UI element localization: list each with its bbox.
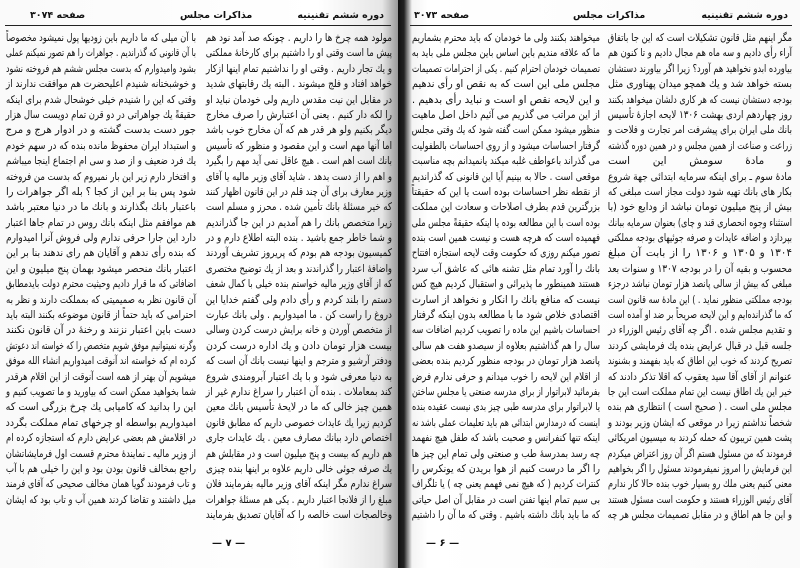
text-line: از متخصص آوردن و خانه برایش درست کردن وسالی (206, 324, 392, 337)
text-line: و این لایحه نقص او است و نباید رأی بدهیم . (411, 93, 600, 106)
text-line: که ما باید بانك داشته باشیم . وقتی که ما آن را داشتیم (411, 509, 600, 522)
text-line: به دنیا معرفی شود و با یك اعتبار آبرومندی شروع (206, 370, 392, 383)
header-page-number: صفحه ۳۰۷۴ (30, 10, 86, 21)
text-line: حقیقةً یك جواهراتی در دو قرن تمام دویست سال هزار (5, 108, 197, 121)
text-line: کرده ام که خواسته اند آنوقت امیدواریم انشاء الله موفق (5, 355, 196, 368)
text-line: اینکه تنها کنفرانس و صحبت باشد که طفل هیچ نفهمد (411, 432, 600, 445)
text-line: راجع بمخالف قانون بودن بود و این را خیلی هم با آب (5, 462, 197, 475)
text-line: کند بمعاملات . بنده آن اعتبار را سراغ ندارم غیر از (205, 385, 392, 398)
text-line: زراعت و صناعت از همین مجلس و در همین دوره گذشته (608, 139, 792, 152)
text-line: پانصد هزار تومان در بودجه منظور کردیم بنده بعضی (412, 355, 600, 368)
text-line: با آن میلی که ما داریم باین زودیها پول نمیشود مخصوصاً (6, 32, 196, 44)
text-line: می گذراند باعواطف غلبه میکند یانمیدانم بچه مناسبت (412, 155, 600, 168)
text-line: از نقطه نظر احساسات بوده است یا این که حقیقتاً (411, 185, 600, 198)
text-line: آقای رئیس الوزراء هستند و حکومت است مسئول هستند (608, 493, 792, 506)
header-rule (410, 25, 792, 26)
text-line: که ما گذرانده‌ایم و این لایحه صریحاً بر ضد او آمده است (608, 309, 792, 322)
text-line: از وزیر مالیه ـ نمایندهٔ محترم قسمت اول فرمایشاتشان (5, 447, 196, 460)
text-line: دیگر بکنیم ولو هر قدر هم که آن مخارج خوب باشد (206, 124, 392, 137)
text-line: بکار های بانك تهیه شود دولت مجاز است مبلغی که (607, 185, 792, 198)
text-line: که بنده رأی ندهم و آقایان هم رای ندهند بنا بر این (6, 247, 196, 260)
text-line: بسته خواهد شد و یك همچو میدان پهناوری مثل (608, 78, 792, 91)
text-line: تصمیمات خودمان احترام کنیم . یکی از احترامات تصمیمات (412, 62, 600, 75)
text-line: در مقابل این نیت مقدس داریم ولی خودمان نباید او (206, 93, 392, 106)
text-line: پیش ما است وقتی او را داشتیم برای کارخانهٔ مملکتی (205, 47, 392, 60)
text-line: آراء رأی دادیم و سه ماه هم مجال دادیم و تا کنون هم (607, 47, 792, 60)
text-line: مبلغ را از فلانجا اعتبار داریم . یکی هم مسئلهٔ جواهرات (205, 493, 392, 506)
text-line: و اهم را از دست بدهد . شاید آقای وزیر مالیه یا آقای (205, 170, 392, 183)
text-line: ودفتر آرشیو و مترجم و اینها نیست بانك آن است که (206, 355, 392, 368)
text-line: میشویم آن بهتر از همه است آنوقت از این اقلام هرقدر (6, 370, 196, 383)
text-line: مادهٔ سوم ـ برای اینکه سرمایه ابتدائی جهة شروع (608, 170, 792, 183)
text-line: واضافهٔ اعتبار را گذراندند و بعد از یك توضیح مختصری (205, 262, 392, 275)
text-line: بیش از پنج میلیون تومان نباشد از ودایع خود (با (607, 201, 792, 214)
text-line: وقتی که این را شنیدم خیلی خوشحال شدم برای اینکه (6, 93, 196, 106)
page-footer-number: — ۷ — (212, 538, 246, 549)
text-line: بانك است اهم است . هیچ عاقل نمی آید مهم را بگیرد (205, 155, 392, 168)
text-line: عنوانم از آقای آقا سید یعقوب که اقلا تذکر دادند که (607, 370, 792, 383)
text-line: نیست که منافع بانك را انکار و نخواهد از اسارت (412, 293, 600, 306)
text-line: زیرا متخصص بانك را هم آمدیم در این جا گذراندیم (206, 216, 392, 229)
text-line: اختصاص دارد ببانك مصارف معین . یك عایدات جاری (205, 432, 392, 445)
text-line: ما که علاقه مندیم باین اساس باین مجلس ملی باید به (411, 47, 600, 60)
header-session: دوره ششم تقنینیه (701, 10, 788, 21)
text-line: بفرمائید لابراتوار از برای مدرسه صنعتی یا مجلس ساختن (412, 385, 600, 398)
text-line: هم موافقم مثل اینکه بانك روس در تمام جاها اعتبار (6, 216, 196, 229)
text-line: کمیسیون بودجه هم بودم که پریروز تشریف آوردند (206, 247, 392, 260)
text-line: بزرگترین قدم بطرف اصلاحات و سعادت این مملکت (412, 201, 600, 214)
text-line: از این مراتب می گذریم می آئیم داخل اصل ماهیت (411, 108, 600, 121)
text-line: کردیم زیرا یك عایدات خصوصی داریم که مطابق قانون (206, 416, 392, 429)
text-line: سراغ ندارم مگر اینکه آقای وزیر مالیه بفرمایند فلان (206, 478, 392, 491)
text-line: در اقلامش هم بعضی عرایض دارم که استجازه کرده ام (6, 432, 196, 445)
text-column-left (412, 31, 600, 524)
text-line: منظور میشود ممکن است گفته شود که یك وقتی مجلس (411, 124, 600, 137)
text-line: و یك تجار داریم . وقتی او را نداشتیم تمام اینها ازکار (206, 62, 392, 75)
text-line: استثناء وجوه انحصاری قند و چای) بعنوان سرمایه ببانك (608, 216, 792, 229)
text-line: وگرنه نمیتوانیم موفق شویم متخصص را که خواسته اند دعوتش (6, 339, 196, 352)
text-line: این را بدانید که کامیابی یك چرخ بزرگی است که (5, 401, 196, 414)
text-line: را لکه دار کنیم . یعنی آن اعتبارش را صرف مخارج (206, 108, 392, 121)
text-line: بشود وامیدوارم که بدست مجلس ششم هم فروخته نشود (6, 62, 196, 75)
text-line: مجلس ملی است . ( صحیح است ) انتظاری هم بنده (607, 401, 792, 414)
text-line: اقتصادی خلاص شود ما با مطالعه بدون اینکه گرفتار (412, 309, 600, 322)
text-line: دستم را بلند کردم و رأی دادم ولی گفتم خدایا این (205, 293, 392, 306)
text-line: محسوب و بقیه آن را در بودجه ۱۳۰۷ و سنوات بعد (607, 262, 792, 275)
text-line: و استبداد ایران محفوظ مانده بنده که در سهم خودم (5, 139, 197, 152)
text-column-right (206, 31, 392, 524)
text-line: دروغ را راست کن . ما امیدواریم . ولی بانك عبارت (206, 309, 392, 322)
text-line: جلسه قبل در قبال عرایض بنده یك فرمایشی کردند (608, 339, 792, 352)
text-line: هم داریم که بیست و پنج میلیون است و در مقابلش هم (205, 447, 392, 460)
text-line: بودجه دستشان نیست که هر کاری دلشان میخواهد بکنند (608, 93, 792, 106)
text-line: از اقلام این لایحه را خوب میدانم و حرفی ندارم فرض (412, 370, 600, 383)
text-column-right (608, 31, 792, 524)
text-line: و تقدیم مجلس شده . اگر چه آقای رئیس الوزراء در (608, 324, 792, 337)
text-line: میل داشتند و تقاضا کردند همین آب و تاب بود که ایشان (6, 493, 196, 506)
text-line: با آن قانونی که گذراندیم . جواهرات را هم تصور نمیکنم عملی (5, 47, 197, 60)
text-line: شما بخواهید ممکن است که بیاورید و ما تصویب کنیم و (6, 385, 196, 398)
text-line: معنی کنیم یعنی ملك رو بسیار خوب بنده حالا کار ندارم (608, 478, 792, 491)
text-line: اضافاتی که ما قرار دادیم وحیثیت محترم دولت بایدمطابق (5, 278, 197, 291)
text-line: میخواهند بکنند ولی ما خودمان که باید محترم بشماریم (412, 32, 600, 44)
text-line: فرمودند که من مسئول هستم اگر آن روز اعتراض میکردم (607, 447, 792, 460)
text-line: تصریح کردند که خوب این اطاق که باید بفهمند و بشنوند (607, 355, 792, 368)
text-line: و تاب فرمودند گویا همان مخالف صحیحی که آقای فرمند (5, 478, 197, 491)
text-line: امیدواریم بواسطه او چرخهای تمام مملکت بگردد (5, 416, 196, 429)
right-page (398, 0, 800, 568)
text-line: بی سیم تمام اینها تفنن است در مقابل آن اصل حیاتی (412, 493, 600, 506)
text-line: باعتبار بانك بگذارند و بانك ما در دنیا معتبر باشد (5, 201, 197, 214)
text-line: آن قانون نظر به صمیمیتی که بمملکت دارند و نظر به (6, 293, 196, 306)
text-line: فهمیده است که هرچه هست و نیست همین است بنده (411, 232, 600, 245)
text-line: کنترات کردیم ( که هیچ نمی فهمم یعنی چه ) یا تلگراف (412, 478, 600, 491)
text-line: و خوشبختانه شنیدم اعلیحضرت هم موافقت ندارند از (6, 78, 196, 91)
header-page-number: صفحه ۳۰۷۳ (414, 10, 470, 21)
text-line: شخصاً نداشتم زیرا در موقعی که ایشان وزیر بودند و (608, 416, 792, 429)
header-title: مذاکرات مجلس (573, 10, 646, 21)
text-line: و شما خاطر جمع باشید . بنده البته اطلاع دارم و در (206, 232, 392, 245)
text-line: مگر اینهم مثل قانون تشکیلات است که این جا باتفاق (607, 32, 792, 44)
text-line: اینست که درمدارس ابتدائی هم باید تعلیمات عملی باشد نه (412, 416, 600, 429)
text-line: اما آنها مهم است و این مقصود و منظور که تأسیس (206, 139, 392, 152)
text-line: ۱۳۰۴ و ۱۳۰۵ و ۱۳۰۶ را از بابت آن مبلغ (608, 247, 792, 260)
text-line: و افتخار دارم زیر این بار نمیروم که بدست من فروخته (5, 170, 197, 183)
page-footer-number: — ۶ — (426, 538, 460, 549)
text-line: وزیر معارف برای آن چند قلم در این قانون اظهار کنند (205, 185, 392, 198)
text-line: پشت همین تریبون که حمله کردند به میسیون امریکائی (607, 432, 792, 445)
text-line: بوده است با این مطالعه بوده یا اینکه حقیقةً مجلس ملی (411, 216, 600, 229)
text-line: بانك را آورد تمام مثل تشنه هائی که عاشق آب سرد (412, 262, 600, 275)
text-line: موقعی است . حالا به بینیم آیا این قانونی که گذراندیم (412, 170, 600, 183)
left-page (0, 0, 398, 568)
text-column-left (6, 31, 196, 508)
text-line: گرفتار احساسات میشود و از روی احساسات بالطفولیت (411, 139, 600, 152)
text-line: سال را هم گذاشتیم بعلاوه از سیصدو هفت هم سالی (412, 339, 600, 352)
text-line: جور دست بدست گشته و در ادوار هرج و مرج (5, 124, 196, 137)
text-line: یك فرد ضعیف و از صد و سی ام اجتماع اینجا میباشم (6, 155, 196, 168)
text-line: این فرمایش را امروز نمیفرمودند مسئول را اگر بخواهیم (607, 462, 792, 475)
header-session: دوره ششم تقنینیه (297, 10, 384, 21)
text-line: بپردازد و اضافه عایدات و صرفه جوئیهای بودجه مملکتی (607, 232, 792, 245)
header-title: مذاکرات مجلس (180, 10, 253, 21)
text-line: یا لابراتوار برای مدرسه طبی چیز بدی نیست عقیده بنده (412, 401, 600, 414)
text-line: بیست هزار تومان دادن و یك اداره درست کردن (206, 339, 392, 352)
text-line: هستند همینطور ما پذیرائی و استقبال کردیم هیچ کس (412, 278, 600, 291)
text-line: بانك ملی ایران برای پیشرفت امر تجارت و فلاحت و (608, 124, 792, 137)
text-line: دست باین اعتبار نزنند و رخنهٔ در آن قانون نکنند (6, 324, 196, 337)
text-line: مبلغی که بیش از سالی پانصد هزار تومان نباشد درجزء (608, 278, 792, 291)
text-line: مولود همه چرخ ها را داریم . چونکه صد آمد نود هم (205, 32, 392, 44)
text-line: احترامی که باید حتماً از قانون موضوعه بکنند البته باید (6, 309, 196, 322)
text-line: خواهد افتاد و فلج میشوند . البته یك رقابتهای شدید (206, 78, 392, 91)
text-line: شود پس بنا بر این از کجا ؟ بله اگر جواهرات را (6, 185, 196, 198)
text-line: مجلس ملی این است که به نقص او رأی ندهیم (412, 78, 600, 91)
text-line: که از آقای وزیر مالیه خواستم بنده خیلی با کمال شعف (206, 278, 392, 291)
text-line: خیر این یك اطاق نیست این تمام مملکت است این جا (607, 385, 792, 398)
text-line: همین چیز خالی که ما در لایحهٔ تأسیس بانك معین (206, 401, 392, 414)
text-line: دارد این جارا حرفی ندارم ولی فروش آنرا امیدوارم (6, 232, 196, 245)
text-line: یك صرفه جوئی خالی داریم علاوه بر اینها بنده چیزی (206, 462, 392, 475)
header-rule (5, 25, 391, 26)
text-line: احساسات باشیم این ماده را تصویب کردیم اضافات سه (411, 324, 600, 337)
text-line: را اگر ما درست کنیم از هوا بریدن که یونکرس را (411, 462, 600, 475)
text-line: روز چهاردهم اردی بهشت ۱۳۰۶ لایحه اجازهٔ تأسیس (607, 108, 792, 121)
text-line: و مادهٔ سومش این است (608, 155, 792, 168)
text-line: چه رسد بمدرسهٔ طب و صنعتی ولی تمام این چیز ها (411, 447, 600, 460)
text-line: وخالصجات است خالصه را که آقایان تصدیق بفرمایند (205, 509, 392, 522)
text-line: بودجه مملکتی منظور نماید . ) این مادهٔ سه قانون است (608, 293, 792, 306)
text-line: و این جا هم اطاق و در مقابل تصمیمات مجلس هر چه (607, 509, 792, 522)
text-line: اعتبار بانك منحصر میشود بهمان پنج میلیون و این (5, 262, 197, 275)
text-line: تصور میکنم روزی که حکومت وقت لایحه استجازه افتتاح (411, 247, 600, 260)
text-line: که خیر مسئلهٔ بانك تأمین شده . محرز و مسلم است (206, 201, 392, 214)
text-line: بیاورده ابدو نخواهید هم آورد؟ زیرا اگر بیاورند دستشان (607, 62, 792, 75)
